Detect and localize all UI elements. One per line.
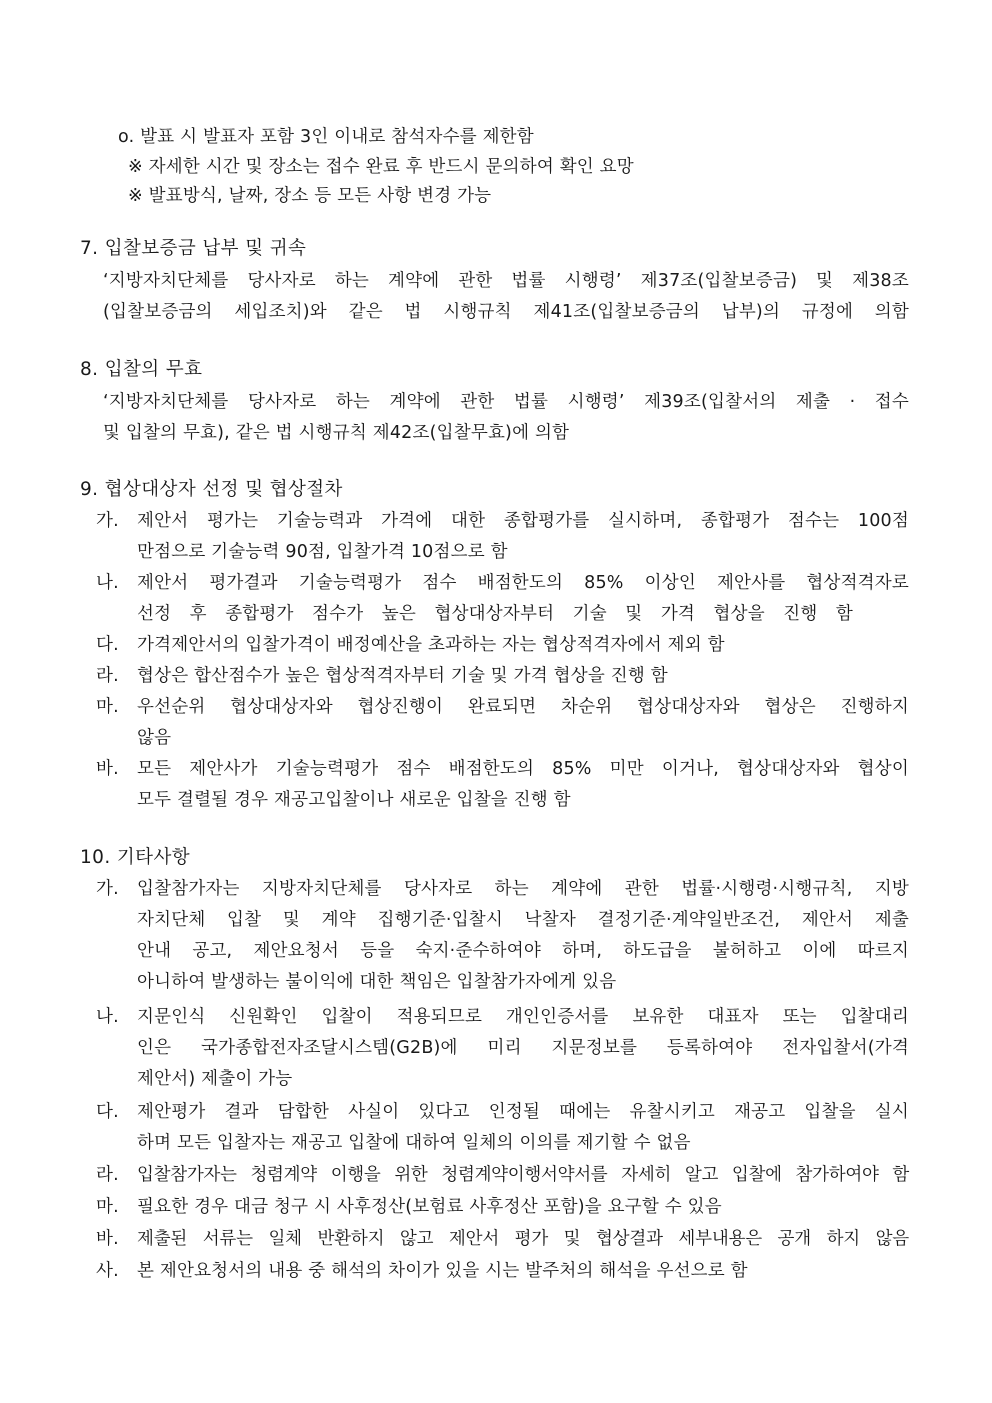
s9-item-ma-marker: 마.	[96, 697, 119, 717]
s10-item-da-marker: 다.	[96, 1102, 119, 1122]
s10-item-sa-marker: 사.	[96, 1261, 119, 1281]
section-8-text-2: 및 입찰의 무효), 같은 법 시행규칙 제42조(입찰무효)에 의함	[103, 423, 570, 443]
section-9-title: 9. 협상대상자 선정 및 협상절차	[80, 479, 343, 500]
note-time-place: ※ 자세한 시간 및 장소는 접수 완료 후 반드시 문의하여 확인 요망	[128, 157, 634, 177]
section-10-title: 10. 기타사항	[80, 847, 190, 868]
s10-item-ga-text-cont-3: 아니하여 발생하는 불이익에 대한 책임은 입찰참가자에게 있음	[137, 972, 617, 992]
s9-item-ma-text: 우선순위 협상대상자와 협상진행이 완료되면 차순위 협상대상자와 협상은 진행하지	[137, 697, 909, 717]
s10-item-ra-marker: 라.	[96, 1165, 119, 1185]
s9-item-ra-text: 협상은 합산점수가 높은 협상적격자부터 기술 및 가격 협상을 진행 함	[137, 666, 668, 686]
note-change-possible: ※ 발표방식, 날짜, 장소 등 모든 사항 변경 가능	[128, 186, 492, 206]
s10-item-ga-text-cont-2: 안내 공고, 제안요청서 등을 숙지·준수하여야 하며, 하도급을 불허하고 이에 따르지	[137, 941, 909, 961]
s9-item-ba-marker: 바.	[96, 759, 119, 779]
section-7-text-1: ‘지방자치단체를 당사자로 하는 계약에 관한 법률 시행령’ 제37조(입찰보증금) 및 제38조	[103, 271, 909, 291]
section-7-text-2: (입찰보증금의 세입조치)와 같은 법 시행규칙 제41조(입찰보증금의 납부)의 규정에 의함	[103, 302, 909, 322]
s10-item-ga-text: 입찰참가자는 지방자치단체를 당사자로 하는 계약에 관한 법률·시행령·시행규칙, 지방	[137, 879, 909, 899]
section-7-title: 7. 입찰보증금 납부 및 귀속	[80, 238, 307, 259]
s9-item-ga-text: 제안서 평가는 기술능력과 가격에 대한 종합평가를 실시하며, 종합평가 점수는 100점	[137, 511, 909, 531]
s9-item-na-text: 제안서 평가결과 기술능력평가 점수 배점한도의 85% 이상인 제안사를 협상적격자로	[137, 573, 909, 593]
s9-item-da-text: 가격제안서의 입찰가격이 배정예산을 초과하는 자는 협상적격자에서 제외 함	[137, 635, 725, 655]
note-presentation-attendance: o. 발표 시 발표자 포함 3인 이내로 참석자수를 제한함	[118, 127, 534, 147]
s10-item-na-text-cont-1: 인은 국가종합전자조달시스템(G2B)에 미리 지문정보를 등록하여야 전자입찰서(가격	[137, 1038, 909, 1058]
s9-item-ra-marker: 라.	[96, 666, 119, 686]
s10-item-da-text: 제안평가 결과 담합한 사실이 있다고 인정될 때에는 유찰시키고 재공고 입찰을 실시	[137, 1102, 909, 1122]
s9-item-ga-marker: 가.	[96, 511, 119, 531]
s9-item-ma-text-cont: 않음	[137, 728, 172, 748]
s10-item-ra-text: 입찰참가자는 청렴계약 이행을 위한 청렴계약이행서약서를 자세히 알고 입찰에 참가하여야 함	[137, 1165, 909, 1185]
s10-item-ba-text: 제출된 서류는 일체 반환하지 않고 제안서 평가 및 협상결과 세부내용은 공개 하지 않음	[137, 1229, 909, 1249]
s9-item-ba-text-cont: 모두 결렬될 경우 재공고입찰이나 새로운 입찰을 진행 함	[137, 790, 571, 810]
s10-item-sa-text: 본 제안요청서의 내용 중 해석의 차이가 있을 시는 발주처의 해석을 우선으로 함	[137, 1261, 748, 1281]
s10-item-ma-marker: 마.	[96, 1197, 119, 1217]
s9-item-na-marker: 나.	[96, 573, 119, 593]
s10-item-ma-text: 필요한 경우 대금 청구 시 사후정산(보험료 사후정산 포함)을 요구할 수 있음	[137, 1197, 722, 1217]
s9-item-na-text-cont: 선정 후 종합평가 점수가 높은 협상대상자부터 기술 및 가격 협상을 진행 함	[137, 604, 853, 624]
section-8-text-1: ‘지방자치단체를 당사자로 하는 계약에 관한 법률 시행령’ 제39조(입찰서의 제출 · 접수	[103, 392, 909, 412]
s9-item-ba-text: 모든 제안사가 기술능력평가 점수 배점한도의 85% 미만 이거나, 협상대상자와 협상이	[137, 759, 909, 779]
s10-item-ba-marker: 바.	[96, 1229, 119, 1249]
s10-item-ga-marker: 가.	[96, 879, 119, 899]
s10-item-na-marker: 나.	[96, 1007, 119, 1027]
s9-item-ga-text-cont: 만점으로 기술능력 90점, 입찰가격 10점으로 함	[137, 542, 508, 562]
s10-item-na-text: 지문인식 신원확인 입찰이 적용되므로 개인인증서를 보유한 대표자 또는 입찰대리	[137, 1007, 909, 1027]
section-8-title: 8. 입찰의 무효	[80, 359, 203, 380]
s10-item-da-text-cont: 하며 모든 입찰자는 재공고 입찰에 대하여 일체의 이의를 제기할 수 없음	[137, 1133, 691, 1153]
s10-item-na-text-cont-2: 제안서) 제출이 가능	[137, 1069, 293, 1089]
s9-item-da-marker: 다.	[96, 635, 119, 655]
s10-item-ga-text-cont-1: 자치단체 입찰 및 계약 집행기준·입찰시 낙찰자 결정기준·계약일반조건, 제안서 제출	[137, 910, 909, 930]
